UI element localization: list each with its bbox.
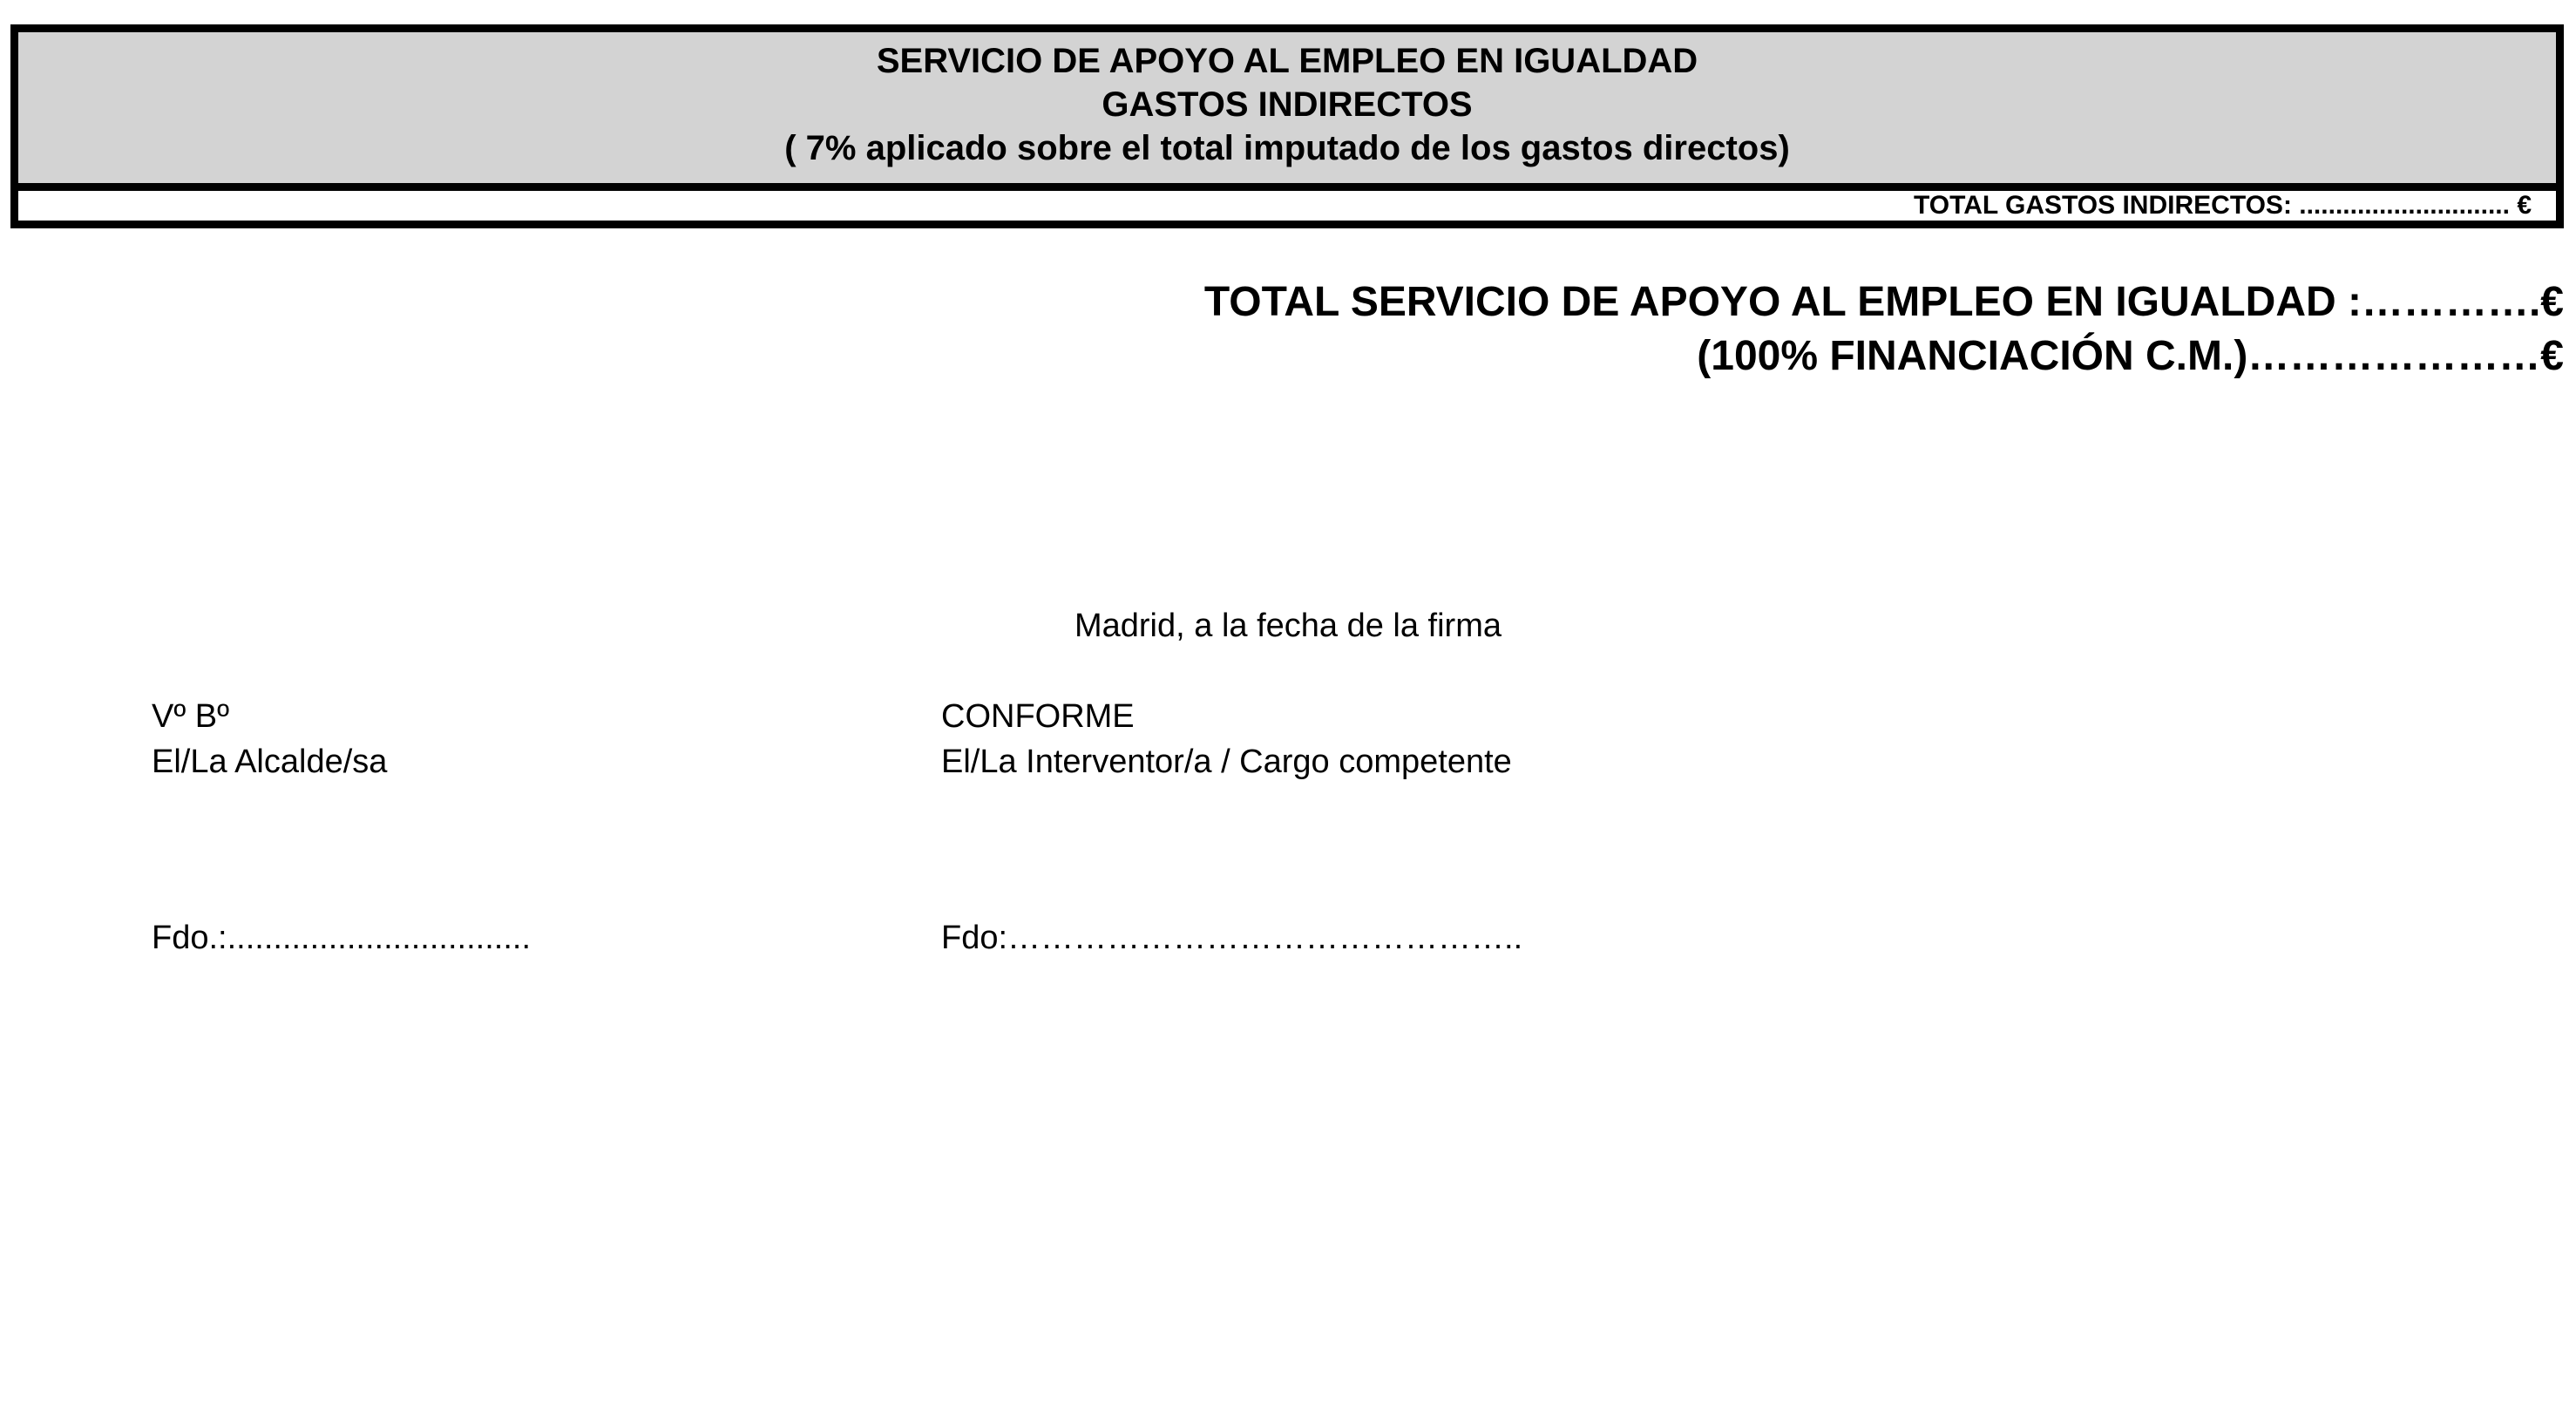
total-service-line: TOTAL SERVICIO DE APOYO AL EMPLEO EN IGUALDAD :………….€ — [1203, 279, 2564, 325]
right-signature-line: Fdo:……………………………………….. — [941, 920, 1523, 956]
right-signature-block — [941, 694, 1512, 784]
conforme-label: CONFORME — [941, 698, 1135, 735]
indirect-costs-box — [10, 24, 2564, 228]
total-indirect-costs-line: TOTAL GASTOS INDIRECTOS: ............................. € — [1914, 191, 2532, 220]
section-title: GASTOS INDIRECTOS — [1102, 85, 1473, 124]
section-note: ( 7% aplicado sobre el total imputado de los gastos directos) — [784, 129, 1790, 167]
left-signature-block — [152, 694, 387, 784]
mayor-label: El/La Alcalde/sa — [152, 744, 388, 780]
indirect-costs-header — [18, 32, 2556, 191]
service-title: SERVICIO DE APOYO AL EMPLEO EN IGUALDAD — [876, 42, 1698, 80]
left-signature-line: Fdo.:................................. — [152, 920, 531, 956]
service-totals — [1204, 275, 2564, 384]
place-date: Madrid, a la fecha de la firma — [1074, 608, 1502, 644]
financing-line: (100% FINANCIACIÓN C.M.)…………………€ — [1697, 333, 2564, 379]
intervenor-label: El/La Interventor/a / Cargo competente — [941, 744, 1512, 780]
approval-label: Vº Bº — [152, 698, 230, 735]
